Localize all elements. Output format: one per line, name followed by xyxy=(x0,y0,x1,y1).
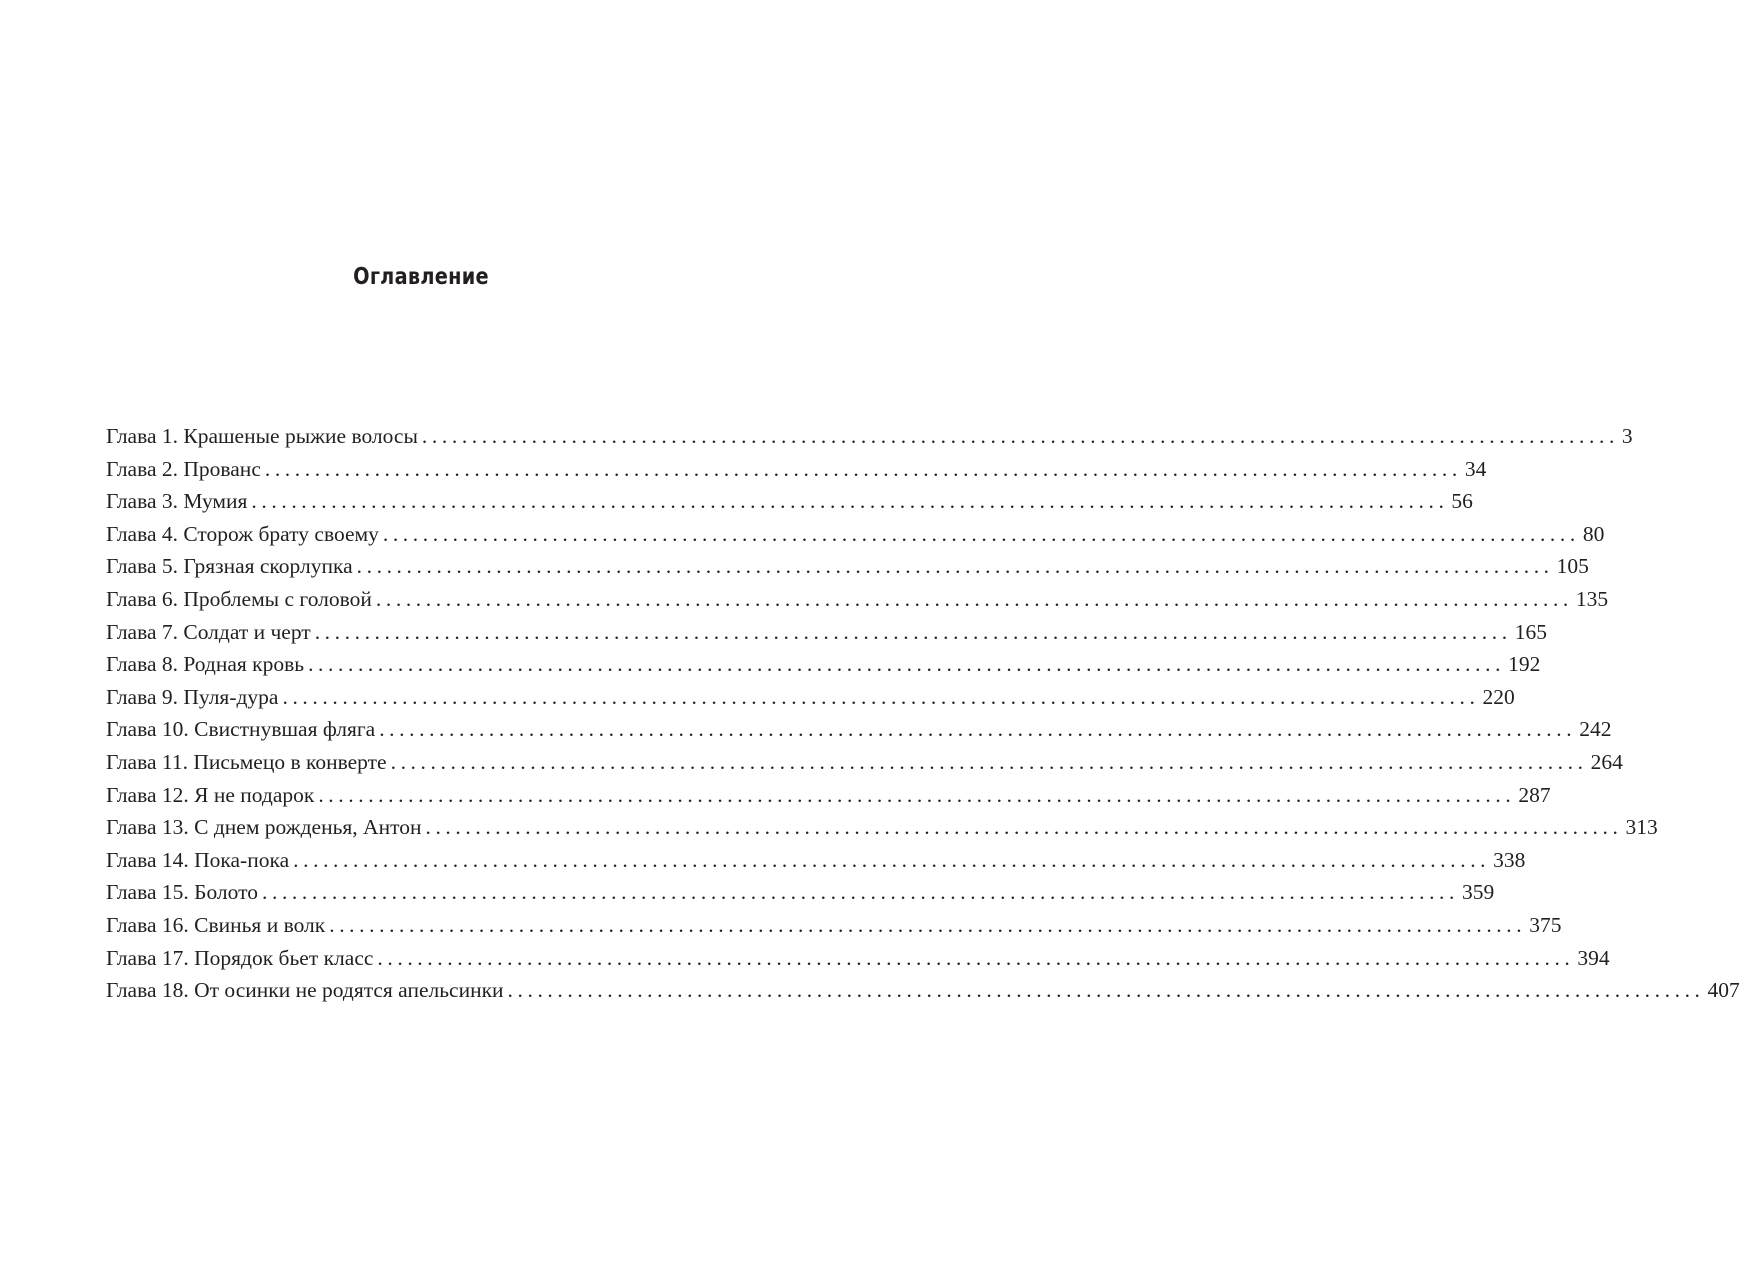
toc-entry-page-number: 105 xyxy=(1556,554,1589,579)
toc-entry xyxy=(106,713,1612,746)
dot-leader: ........................................................................................................................ xyxy=(293,847,1491,872)
toc-entry xyxy=(106,844,1526,877)
toc-entry xyxy=(106,974,1740,1007)
dot-leader: ........................................................................................................................ xyxy=(308,652,1506,677)
toc-entry-title: Глава 11. Письмецо в конверте xyxy=(106,749,387,774)
toc-entry-page-number: 135 xyxy=(1575,586,1609,611)
page-title: Оглавление xyxy=(353,264,489,290)
dot-leader: ........................................................................................................................ xyxy=(251,489,1449,514)
toc-entry-page-number: 264 xyxy=(1590,749,1623,774)
toc-entry-page-number: 220 xyxy=(1482,684,1515,709)
toc-entry-title: Глава 4. Сторож брату своему xyxy=(106,521,379,546)
table-of-contents xyxy=(106,420,1740,1007)
toc-entry-title: Глава 18. От осинки не родятся апельсинки xyxy=(106,978,504,1003)
dot-leader: ........................................................................................................................ xyxy=(264,456,1462,481)
toc-entry-title: Глава 8. Родная кровь xyxy=(106,652,305,677)
toc-entry-title: Глава 3. Мумия xyxy=(106,489,248,514)
toc-entry-title: Глава 13. С днем рожденья, Антон xyxy=(106,815,422,840)
toc-entry xyxy=(106,681,1515,714)
toc-entry-page-number: 80 xyxy=(1582,521,1605,546)
toc-entry xyxy=(106,779,1551,812)
toc-entry-page-number: 56 xyxy=(1451,489,1473,514)
toc-entry-title: Глава 6. Проблемы с головой xyxy=(106,586,372,611)
toc-entry-page-number: 359 xyxy=(1462,880,1495,905)
toc-entry xyxy=(106,811,1658,844)
toc-entry-title: Глава 14. Пока-пока xyxy=(106,847,290,872)
dot-leader: ........................................................................................................................ xyxy=(318,782,1516,807)
toc-entry xyxy=(106,420,1633,453)
toc-entry xyxy=(106,876,1495,909)
toc-entry-title: Глава 10. Свистнувшая фляга xyxy=(106,717,376,742)
dot-leader: ........................................................................................................................ xyxy=(421,424,1619,448)
dot-leader: ........................................................................................................................ xyxy=(375,586,1573,611)
toc-entry xyxy=(106,616,1547,649)
toc-entry-title: Глава 12. Я не подарок xyxy=(106,782,315,807)
toc-entry-title: Глава 17. Порядок бьет класс xyxy=(106,945,374,970)
dot-leader: ........................................................................................................................ xyxy=(379,717,1577,742)
dot-leader: ........................................................................................................................ xyxy=(507,978,1705,1003)
toc-entry-title: Глава 1. Крашеные рыжие волосы xyxy=(106,424,418,448)
toc-entry-page-number: 338 xyxy=(1493,847,1526,872)
dot-leader: ........................................................................................................................ xyxy=(262,880,1459,905)
dot-leader: ........................................................................................................................ xyxy=(382,521,1580,546)
dot-leader: ........................................................................................................................ xyxy=(377,945,1575,970)
toc-entry-page-number: 3 xyxy=(1621,424,1633,448)
toc-entry xyxy=(106,485,1473,518)
toc-entry-title: Глава 16. Свинья и волк xyxy=(106,912,326,937)
toc-entry-title: Глава 9. Пуля-дура xyxy=(106,684,279,709)
toc-entry-page-number: 407 xyxy=(1707,978,1740,1003)
dot-leader: ........................................................................................................................ xyxy=(329,912,1527,937)
toc-entry-page-number: 192 xyxy=(1508,652,1541,677)
toc-entry-page-number: 34 xyxy=(1464,456,1487,481)
toc-entry xyxy=(106,453,1487,486)
toc-entry xyxy=(106,909,1562,942)
toc-entry xyxy=(106,518,1605,551)
dot-leader: ........................................................................................................................ xyxy=(390,749,1588,774)
toc-entry xyxy=(106,648,1541,681)
toc-entry-page-number: 165 xyxy=(1514,619,1547,644)
toc-entry-title: Глава 15. Болото xyxy=(106,880,258,905)
dot-leader: ........................................................................................................................ xyxy=(356,554,1554,579)
dot-leader: ........................................................................................................................ xyxy=(425,815,1623,840)
dot-leader: ........................................................................................................................ xyxy=(314,619,1512,644)
toc-entry-page-number: 394 xyxy=(1577,945,1610,970)
toc-entry-title: Глава 2. Прованс xyxy=(106,456,261,481)
toc-entry-title: Глава 5. Грязная скорлупка xyxy=(106,554,353,579)
toc-entry-title: Глава 7. Солдат и черт xyxy=(106,619,311,644)
toc-entry-page-number: 242 xyxy=(1579,717,1612,742)
dot-leader: ........................................................................................................................ xyxy=(282,684,1480,709)
toc-entry xyxy=(106,942,1610,975)
toc-entry xyxy=(106,746,1623,779)
toc-entry-page-number: 313 xyxy=(1625,815,1658,840)
toc-entry-page-number: 287 xyxy=(1518,782,1551,807)
toc-entry xyxy=(106,550,1589,583)
toc-entry-page-number: 375 xyxy=(1529,912,1562,937)
toc-entry xyxy=(106,583,1609,616)
